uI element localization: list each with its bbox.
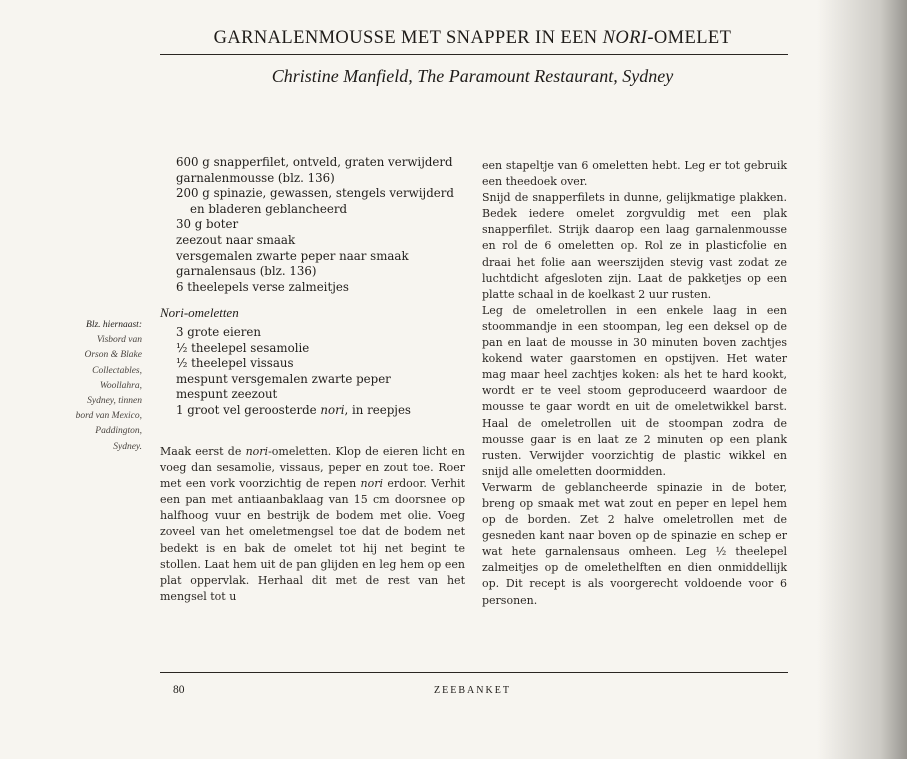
page-gutter-shadow (817, 0, 907, 759)
ingredient-item: 600 g snapperfilet, ontveld, graten verwijderd (176, 155, 453, 169)
ingredient-item: ½ theelepel vissaus (176, 356, 294, 371)
ingredient-item: zeezout naar smaak (176, 232, 296, 247)
ingredient-item: 1 groot vel geroosterde nori, in reepjes (176, 402, 411, 417)
omelet-ingredient-list (176, 325, 466, 419)
ingredient-item: mespunt zeezout (176, 387, 278, 402)
method-paragraph: een stapeltje van 6 omeletten hebt. Leg er tot gebruik een theedoek over. (482, 159, 787, 189)
method-column-right (482, 158, 787, 609)
footer-rule (160, 672, 788, 673)
method-paragraph: Maak eerst de nori-omeletten. Klop de eieren licht en voeg dan sesamolie, vissaus, peper en zout toe. Roer met een vork voorzichtig de repen nori erdoor. Verhit een pan met antiaanbaklaag van 15 cm doorsnee op halfhoog vuur en bestrijk de bodem met olie. Voeg zoveel van het omeletmengsel toe dat de bodem net bedekt is en bak de omelet tot hij net begint te stollen. Laat hem uit de pan glijden en leg hem op een plat oppervlak. Herhaal dit met de rest van het mengsel tot u (160, 445, 465, 603)
title-rule (160, 54, 788, 55)
method-paragraph: Leg de omeletrollen in een enkele laag in een stoommandje in een stoompan, leg een deksel op de pan en laat de mousse in 30 minuten boven zachtjes kokend water gaarstomen en opstijven. Het water mag maar heel zachtjes koken: als het te hard kookt, wordt er te veel stoom geproduceerd waardoor de mousse te gaar wordt en uit de omeletwikkel barst. Haal de omeletrollen uit de stoompan zodra de mousse gaar is en laat ze 2 minuten op een plank rusten. Verwijder voorzichtig de plastic wikkel en snijd alle omeletten doormidden. (482, 303, 787, 478)
ingredient-item: garnalensaus (blz. 136) (176, 264, 317, 279)
ingredient-item: 6 theelepels verse zalmeitjes (176, 279, 349, 294)
ingredient-item: en bladeren geblancheerd (190, 201, 348, 216)
ingredient-item: mespunt versgemalen zwarte peper (176, 371, 391, 386)
page-number: 80 (173, 684, 185, 696)
method-paragraph: Snijd de snapperfilets in dunne, gelijkmatige plakken. Bedek iedere omelet zorgvuldig met een plak snapperfilet. Strijk daarop een laag garnalenmousse en rol de 6 omeletten op. Rol ze in plasticfolie en draai het folie aan weerszijden stevig vast zodat ze luchtdicht afgesloten zijn. Laat de pakketjes op een platte schaal in de koelkast 2 uur rusten. (482, 191, 787, 301)
recipe-title: GARNALENMOUSSE MET SNAPPER IN EEN NORI-OMELET (213, 28, 732, 48)
method-column-left (160, 444, 465, 605)
ingredient-item: 3 grote eieren (176, 325, 261, 339)
ingredient-list (176, 155, 466, 295)
ingredient-item: versgemalen zwarte peper naar smaak (176, 248, 409, 263)
ingredient-item: 30 g boter (176, 217, 239, 232)
photo-caption: Blz. hiernaast: Visbord van Orson & Blake Collectables, Woollahra, Sydney, tinnen bord van Mexico, Paddington, Sydney. (75, 320, 142, 452)
method-paragraph: Verwarm de geblancheerde spinazie in de boter, breng op smaak met wat zout en peper en lepel hem op de borden. Zet 2 halve omeletrollen met de gesneden kant naar boven op de spinazie en schep er wat hete garnalensaus omheen. Leg ½ theelepel zalmeitjes op de omelethelften en dien onmiddellijk op. Dit recept is als voorgerecht voldoende voor 6 personen. (482, 480, 787, 607)
ingredient-item: 200 g spinazie, gewassen, stengels verwijderd (176, 186, 454, 201)
running-title: ZEEBANKET (434, 685, 511, 696)
recipe-author: Christine Manfield, The Paramount Restaurant, Sydney (271, 66, 674, 86)
ingredient-item: garnalenmousse (blz. 136) (176, 170, 335, 185)
ingredient-item: ½ theelepel sesamolie (176, 340, 310, 355)
omelet-subheading: Nori-omeletten (160, 305, 239, 320)
